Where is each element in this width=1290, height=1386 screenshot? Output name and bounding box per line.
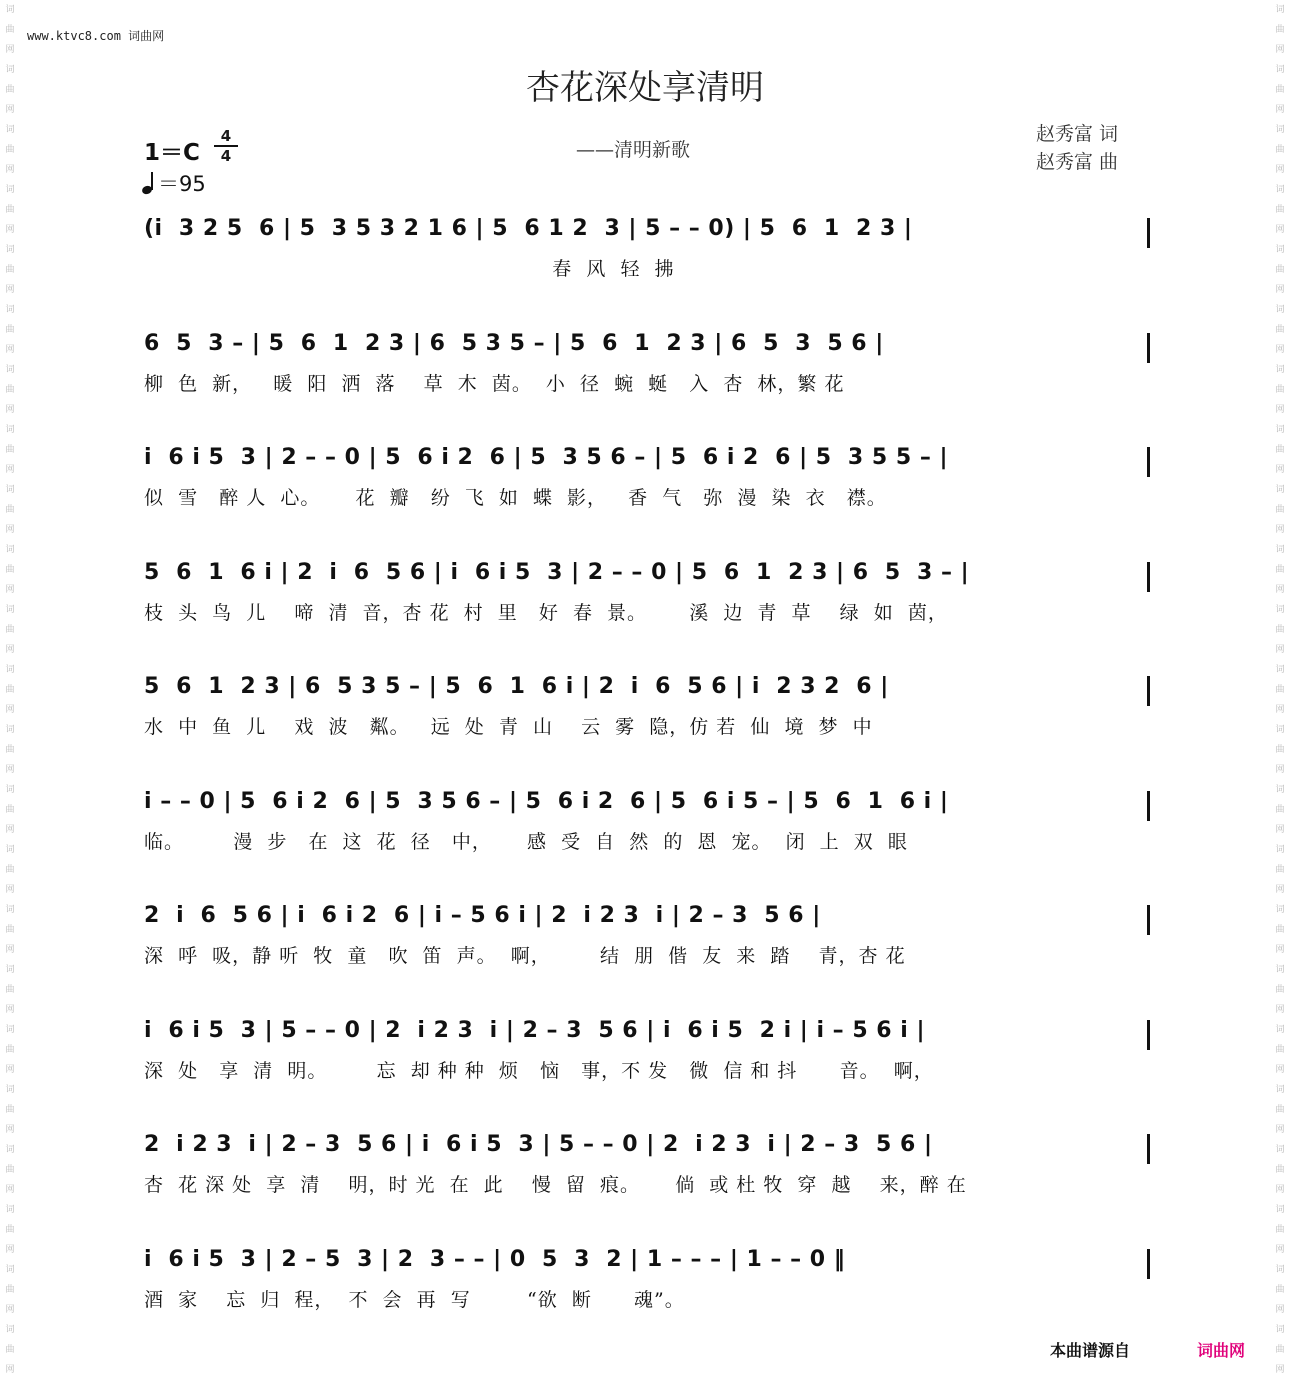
- lyrics-text: 深 处 享 清 明。 忘 却 种 种 烦 恼 事，不 发 微 信 和 抖 音。 啊，: [144, 1059, 934, 1082]
- score-line: [138, 1243, 1150, 1313]
- lyrics-row: [138, 710, 1150, 740]
- notation-row: [138, 1128, 1150, 1168]
- barline: [1147, 218, 1150, 248]
- score-line: [138, 556, 1150, 626]
- source-brand-link[interactable]: 词曲网: [1197, 1341, 1246, 1360]
- lyricist-credit: 赵秀富 词: [1036, 123, 1119, 145]
- notation-row: [138, 1014, 1150, 1054]
- lyrics-row: [138, 596, 1150, 626]
- notation-row: [138, 327, 1150, 367]
- lyrics-text: 临。 漫 步 在 这 花 径 中， 感 受 自 然 的 恩 宠。 闭 上 双 眼: [144, 830, 908, 853]
- site-watermark: www.ktvc8.com 词曲网: [27, 29, 165, 43]
- credits: [1036, 120, 1118, 176]
- score-line: [138, 327, 1150, 397]
- lyrics-row: [138, 1168, 1150, 1198]
- time-signature: [214, 128, 238, 164]
- lyrics-row: [138, 825, 1150, 855]
- source-label: 本曲谱源自: [1050, 1341, 1131, 1360]
- lyrics-row: [138, 367, 1150, 397]
- score-line: [138, 441, 1150, 511]
- barline: [1147, 447, 1150, 477]
- notation-row: [138, 785, 1150, 825]
- lyrics-text: 深 呼 吸，静 听 牧 童 吹 笛 声。 啊， 结 朋 偕 友 来 踏 青，杏 花: [144, 945, 906, 967]
- barline: [1147, 905, 1150, 935]
- lyrics-text: 水 中 鱼 儿 戏 波 粼。 远 处 青 山 云 雾 隐，仿 若 仙 境 梦 中: [144, 716, 873, 738]
- score-line: [138, 785, 1150, 855]
- right-watermark-strip: 词 曲 网 词 曲 网 词 曲 网 词 曲 网 词 曲 网 词 曲 网 词 曲 网 词 曲 网 词 曲 网 词 曲 网 词 曲 网 词 曲 网 词 曲 网 词 曲 网 词 曲 网 词 曲 网 词 曲 网 词 曲 网 词 曲 网 词 曲 网 词 曲 网 词 曲 网 词 曲 网: [1275, 5, 1285, 1375]
- barline: [1147, 1134, 1150, 1164]
- score-line: [138, 670, 1150, 740]
- barline: [1147, 676, 1150, 706]
- lyrics-text: 似 雪 醉 人 心。 花 瓣 纷 飞 如 蝶 影， 香 气 弥 漫 染 衣 襟。: [144, 487, 887, 509]
- notation-text: 5 6 1 6 i | 2 i 6 5 6 | i 6 i 5 3 | 2 – – 0 | 5 6 1 2 3 | 6 5 3 – |: [144, 559, 970, 585]
- score-line: [138, 212, 1150, 282]
- score-line: [138, 1014, 1150, 1084]
- composer-credit: 赵秀富 曲: [1036, 151, 1119, 173]
- tempo-value: ＝95: [158, 172, 206, 196]
- time-bottom: 4: [220, 147, 232, 165]
- lyrics-text: 杏 花 深 处 享 清 明，时 光 在 此 慢 留 痕。 倘 或 杜 牧 穿 越 来，醉 在: [144, 1174, 967, 1196]
- notation-row: [138, 212, 1150, 252]
- lyrics-text: 枝 头 鸟 儿 啼 清 音，杏 花 村 里 好 春 景。 溪 边 青 草 绿 如 茵，: [144, 601, 948, 624]
- notation-text: (i 3 2 5 6 | 5 3 5 3 2 1 6 | 5 6 1 2 3 | 5 – – 0) | 5 6 1 2 3 |: [144, 216, 913, 241]
- notation-row: [138, 1243, 1150, 1283]
- lyrics-row: [138, 1283, 1150, 1313]
- notation-row: [138, 556, 1150, 596]
- score-line: [138, 899, 1150, 969]
- notation-text: i – – 0 | 5 6 i 2 6 | 5 3 5 6 – | 5 6 i 2 6 | 5 6 i 5 – | 5 6 1 6 i |: [144, 788, 949, 814]
- notation-row: [138, 670, 1150, 710]
- barline: [1147, 333, 1150, 363]
- lyrics-text: 柳 色 新， 暖 阳 洒 落 草 木 茵。 小 径 蜿 蜒 入 杏 林，繁 花: [144, 372, 845, 395]
- lyrics-row: [138, 939, 1150, 969]
- song-title: 杏花深处享清明: [526, 68, 764, 108]
- score-line: [138, 1128, 1150, 1198]
- notation-text: i 6 i 5 3 | 2 – 5 3 | 2 3 – – | 0 5 3 2 | 1 – – – | 1 – – 0 ‖: [144, 1246, 846, 1272]
- notation-text: 6 5 3 – | 5 6 1 2 3 | 6 5 3 5 – | 5 6 1 2 3 | 6 5 3 5 6 |: [144, 330, 884, 356]
- left-watermark-strip: 词 曲 网 词 曲 网 词 曲 网 词 曲 网 词 曲 网 词 曲 网 词 曲 网 词 曲 网 词 曲 网 词 曲 网 词 曲 网 词 曲 网 词 曲 网 词 曲 网 词 曲 网 词 曲 网 词 曲 网 词 曲 网 词 曲 网 词 曲 网 词 曲 网 词 曲 网 词 曲 网: [5, 5, 15, 1375]
- notation-row: [138, 441, 1150, 481]
- tempo-marking: [142, 168, 206, 198]
- notation-text: 2 i 2 3 i | 2 – 3 5 6 | i 6 i 5 3 | 5 – – 0 | 2 i 2 3 i | 2 – 3 5 6 |: [144, 1132, 933, 1157]
- quarter-note-icon: [142, 172, 154, 194]
- subtitle: ——清明新歌: [576, 139, 691, 161]
- lyrics-row: [138, 1054, 1150, 1084]
- barline: [1147, 791, 1150, 821]
- notation-text: i 6 i 5 3 | 5 – – 0 | 2 i 2 3 i | 2 – 3 5 6 | i 6 i 5 2 i | i – 5 6 i |: [144, 1017, 925, 1043]
- barline: [1147, 1020, 1150, 1050]
- barline: [1147, 1249, 1150, 1279]
- lyrics-row: [138, 252, 1150, 282]
- notation-text: i 6 i 5 3 | 2 – – 0 | 5 6 i 2 6 | 5 3 5 6 – | 5 6 i 2 6 | 5 3 5 5 – |: [144, 445, 949, 470]
- lyrics-text: 酒 家 忘 归 程， 不 会 再 写 “欲 断 魂”。: [144, 1288, 685, 1311]
- notation-text: 5 6 1 2 3 | 6 5 3 5 – | 5 6 1 6 i | 2 i 6 5 6 | i 2 3 2 6 |: [144, 674, 889, 699]
- notation-row: [138, 899, 1150, 939]
- lyrics-row: [138, 481, 1150, 511]
- time-top: 4: [220, 127, 232, 145]
- lyrics-text: 春 风 轻 拂: [144, 258, 675, 280]
- barline: [1147, 562, 1150, 592]
- notation-text: 2 i 6 5 6 | i 6 i 2 6 | i – 5 6 i | 2 i 2 3 i | 2 – 3 5 6 |: [144, 903, 821, 928]
- key-signature: 1＝C: [144, 140, 200, 166]
